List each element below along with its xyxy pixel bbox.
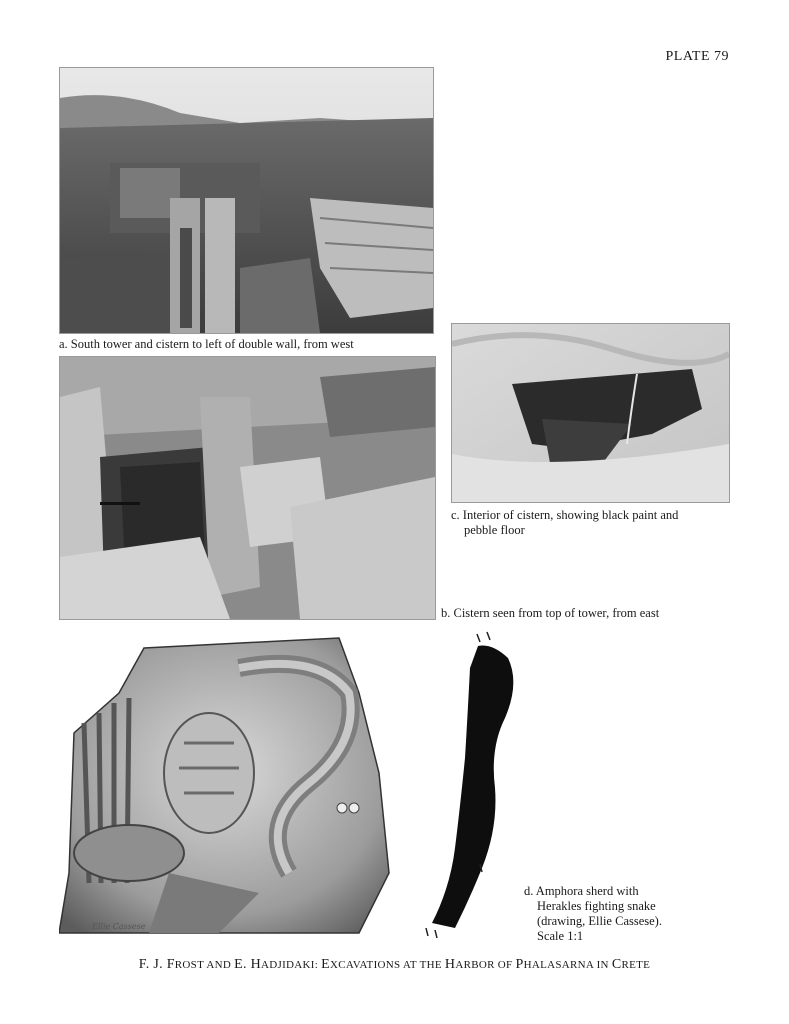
footer-title-e: E	[321, 957, 330, 972]
caption-d-line3: (drawing, Ellie Cassese).	[537, 914, 662, 928]
footer-author-1: F. J. F	[138, 957, 175, 972]
sherd-profile	[420, 628, 525, 943]
sherd-profile-image	[420, 628, 525, 943]
caption-c-line2: pebble floor	[464, 523, 525, 537]
caption-d-line4: Scale 1:1	[537, 929, 584, 943]
caption-a: a. South tower and cistern to left of double wall, from west	[59, 337, 354, 351]
caption-d-line1: d. Amphora sherd with	[524, 884, 639, 898]
footer-title-c: C	[611, 957, 622, 972]
photo-south-tower-image	[60, 68, 433, 333]
running-footer	[0, 957, 789, 973]
caption-d	[524, 884, 662, 944]
artist-signature: Ellie Cassese	[92, 922, 146, 931]
photo-cistern-from-tower-image	[60, 357, 435, 619]
caption-b: b. Cistern seen from top of tower, from east	[441, 606, 660, 620]
drawing-amphora-sherd-image	[59, 633, 399, 938]
footer-author-2: E. H	[234, 957, 261, 972]
photo-south-tower	[59, 67, 434, 334]
footer-title-2: ARBOR OF	[455, 959, 516, 971]
footer-title-h: H	[444, 957, 456, 972]
caption-c	[451, 508, 678, 538]
footer-author-1-sc: ROST AND	[174, 959, 235, 971]
plate-number: PLATE 79	[665, 49, 729, 64]
footer-title-3: HALASARNA IN	[523, 959, 612, 971]
caption-c-line1: c. Interior of cistern, showing black paint and	[451, 508, 679, 522]
photo-cistern-interior-image	[452, 324, 729, 502]
photo-cistern-interior	[451, 323, 730, 503]
footer-title-p: P	[515, 957, 524, 972]
drawing-amphora-sherd	[59, 633, 399, 938]
footer-title-4: RETE	[621, 959, 651, 971]
photo-cistern-from-tower	[59, 356, 436, 620]
caption-d-line2: Herakles fighting snake	[537, 899, 656, 913]
footer-author-2-sc: ADJIDAKI:	[261, 959, 322, 971]
footer-title-1: XCAVATIONS AT THE	[330, 959, 445, 971]
